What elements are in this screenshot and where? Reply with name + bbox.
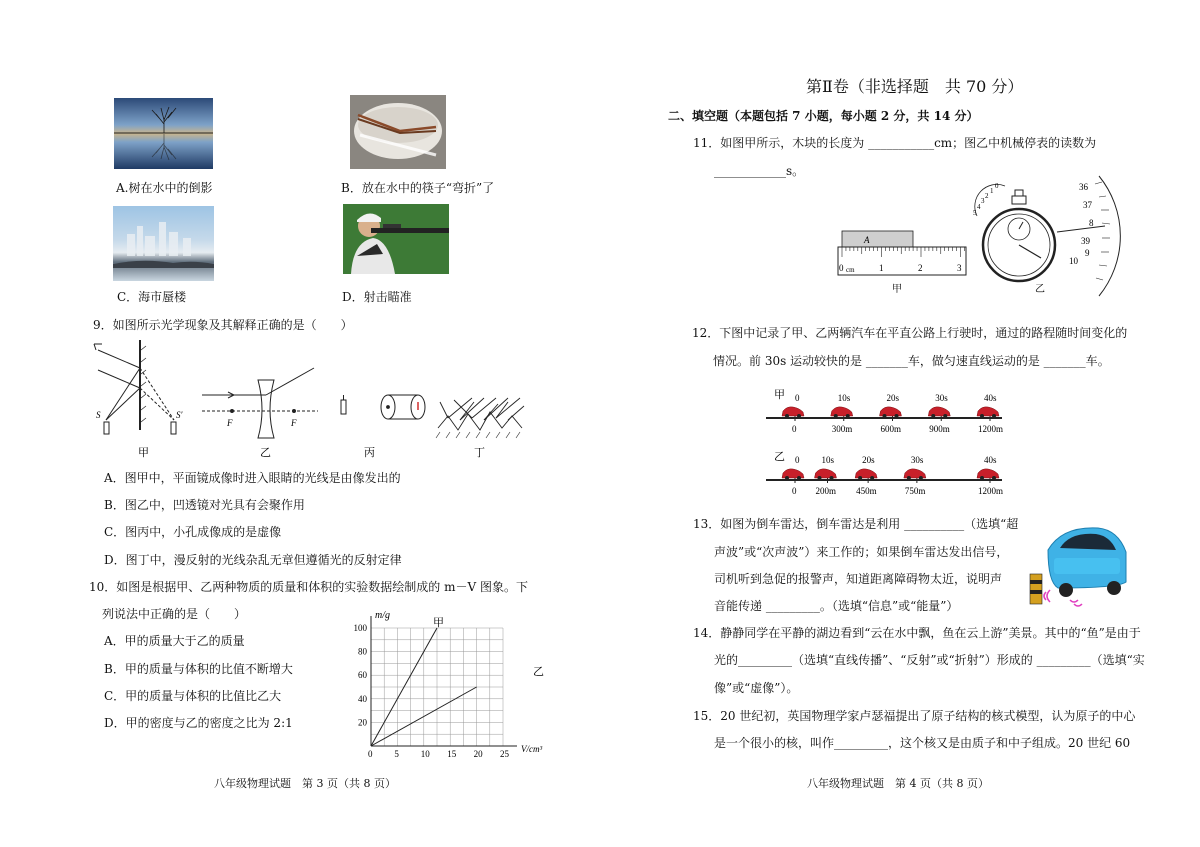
q12-line1: 12．下图中记录了甲、乙两辆汽车在平直公路上行驶时，通过的路程随时间变化的 [692,326,1128,340]
wheel-icon [883,414,887,418]
wheel-icon [980,414,984,418]
small-dial-3: 3 [981,197,985,205]
ruler-label-1: 1 [879,263,884,273]
distance-label: 0 [792,424,797,434]
distance-label: 600m [880,424,902,434]
time-label: 0 [795,393,800,403]
wheel-icon [846,414,850,418]
chart-ticks [354,623,510,758]
figure-yi-label: 乙 [260,447,271,459]
big-dial-37: 37 [1083,200,1092,210]
wheel-icon [992,476,996,480]
car-icon [904,469,926,478]
cars-distance-figure [762,388,1022,506]
car-icon [928,407,950,416]
q10-option-d: D．甲的密度与乙的密度之比为 2:1 [104,716,293,730]
ruler-label-0: 0 [839,263,844,273]
wooden-block-a [842,231,913,247]
q10-stem-line1: 10．如图是根据甲、乙两种物质的质量和体积的实验数据绘制成的 m－V 图象。下 [89,580,528,594]
x-tick-label: 5 [394,749,399,758]
chart-y-axis-label: m/g [375,610,390,621]
q10-option-a: A．甲的质量大于乙的质量 [104,634,245,648]
q15-line1: 15．20 世纪初，英国物理学家卢瑟福提出了原子结构的核式模型，认为原子的中心 [693,709,1136,723]
small-dial-1: 1 [990,187,994,195]
q10-option-c: C．甲的质量与体积的比值比乙大 [104,689,282,703]
distance-label: 0 [792,486,797,496]
big-dial-39: 39 [1081,236,1090,246]
ruler-label-2: 2 [918,263,923,273]
chopsticks-in-bowl-photo [350,95,446,169]
distance-label: 900m [929,424,950,434]
figure-jia-caption: 甲 [892,284,902,295]
q14-line2: 光的_________（选填“直线传播”、“反射”或“折射”）形成的 _________（选填“实 [714,653,1145,667]
mass-volume-chart [345,608,565,758]
figure-yi-caption: 乙 [1035,284,1045,295]
wheel-icon [980,476,984,480]
big-dial-36: 36 [1079,182,1088,192]
distance-label: 200m [815,486,837,496]
y-tick-label: 80 [358,646,367,657]
wheel-icon [785,476,789,480]
distance-label: 750m [904,486,926,496]
figure-jia-plane-mirror [94,340,176,434]
tree-reflection-photo [114,98,213,169]
time-label: 10s [837,393,851,403]
time-label: 30s [910,455,924,465]
time-label: 10s [821,455,835,465]
x-tick-label: 0 [368,749,373,758]
ruler-unit: cm [846,266,855,274]
car-icon [831,407,853,416]
car-label-yi: 乙 [774,451,785,463]
q14-line1: 14．静静同学在平静的湖边看到“云在水中飘，鱼在云上游”美景。其中的“鱼”是由于 [693,626,1141,640]
figure-jia-s-prime-label: S′ [176,410,183,420]
q8-option-a: A.树在水中的倒影 [116,181,213,195]
ruler-figure [834,228,974,298]
q10-option-b: B．甲的质量与体积的比值不断增大 [104,662,293,676]
chart-series [371,616,544,746]
car-icon [782,469,804,478]
car-label-jia: 甲 [774,389,785,401]
big-dial-9: 9 [1085,248,1090,258]
wheel-icon [818,476,822,480]
q9-stem: 9．如图所示光学现象及其解释正确的是（ ） [93,318,353,332]
block-label-a: A [864,235,870,245]
figure-yi-f-left: F [227,418,233,428]
small-dial-0: 0 [995,182,999,190]
car-icon [977,469,999,478]
q9-option-a: A．图甲中，平面镜成像时进入眼睛的光线是由像发出的 [104,471,401,485]
y-tick-label: 40 [358,693,367,704]
part-ii-title: 第Ⅱ卷（非选择题 共 70 分） [806,77,1024,96]
q9-option-b: B．图乙中，凹透镜对光具有会聚作用 [104,498,305,512]
y-tick-label: 60 [358,670,367,681]
distance-label: 300m [831,424,853,434]
car-icon [855,469,877,478]
wheel-icon [931,414,935,418]
x-tick-label: 10 [420,749,430,758]
car-icon [880,407,902,416]
time-label: 40s [984,393,997,403]
y-tick-label: 20 [358,717,367,728]
small-dial-2: 2 [985,192,989,200]
time-label: 0 [795,455,800,465]
distance-label: 450m [856,486,877,496]
chart-axes [371,616,517,746]
time-label: 40s [984,455,997,465]
big-dial-8: 8 [1089,218,1094,228]
figure-bing-label: 丙 [364,447,375,459]
right-page-footer: 八年级物理试题 第 4 页（共 8 页） [807,777,989,790]
section-title: 二、填空题（本题包括 7 小题，每小题 2 分，共 14 分） [668,109,979,123]
q15-line2: 是一个很小的核，叫作_________，这个核又是由质子和中子组成。20 世纪 60 [714,736,1131,750]
q11-line1: 11．如图甲所示，木块的长度为 ___________cm；图乙中机械停表的读数为 [693,136,1097,150]
q12-line2: 情况。前 30s 运动较快的是 _______车，做匀速直线运动的是 _______车。 [713,354,1110,368]
q13-line3: 司机听到急促的报警声，知道距离障碍物太近，说明声 [714,572,1003,586]
wheel-icon [870,476,874,480]
car-icon [977,407,999,416]
distance-label: 1200m [978,424,1004,434]
wheel-icon [797,476,801,480]
wheel-icon [895,414,899,418]
reversing-radar-car-image [1018,522,1130,612]
time-label: 20s [886,393,900,403]
time-label: 20s [862,455,875,465]
q9-option-c: C．图丙中，小孔成像成的是虚像 [104,525,282,539]
big-dial-10: 10 [1069,256,1078,266]
wheel-icon [834,414,838,418]
q13-line4: 音能传递 _________。（选填“信息”或“能量”） [714,599,959,613]
left-page-footer: 八年级物理试题 第 3 页（共 8 页） [214,777,396,790]
q10-stem-line2: 列说法中正确的是（ ） [102,607,247,621]
wheel-icon [785,414,789,418]
q13-line1: 13．如图为倒车雷达，倒车雷达是利用 __________（选填“超 [693,517,1019,531]
optics-figures [88,340,538,464]
car-icon [782,407,804,416]
wheel-icon [858,476,862,480]
x-tick-label: 25 [500,749,509,758]
q13-line2: 声波”或“次声波”）来工作的；如果倒车雷达发出信号， [714,545,1009,559]
figure-ding-label: 丁 [474,447,485,459]
x-tick-label: 20 [473,749,483,758]
q14-line3: 像”或“虚像”）。 [714,681,799,695]
figure-bing-pinhole [341,395,425,419]
series-label-yi: 乙 [533,666,544,679]
chart-x-axis-label: V/cm³ [521,744,543,754]
figure-jia-label: 甲 [138,447,149,459]
q8-option-d: D．射击瞄准 [342,290,412,304]
stopwatch-figure [965,172,1125,300]
chart-grid [371,628,503,746]
figure-yi-concave-lens [202,368,318,438]
car-icon [815,469,837,478]
distance-label: 1200m [978,486,1004,496]
small-dial-5: 5 [973,209,977,217]
x-tick-label: 15 [447,749,457,758]
wheel-icon [907,476,911,480]
q8-option-c: C．海市蜃楼 [117,290,187,304]
y-tick-label: 100 [353,623,367,633]
figure-ding-diffuse [436,398,524,438]
wheel-icon [992,414,996,418]
shooting-aim-photo [343,204,449,274]
ruler-label-3: 3 [957,263,962,273]
wheel-icon [919,476,923,480]
mirage-photo [113,206,214,281]
figure-yi-f-right: F [291,418,297,428]
wheel-icon [797,414,801,418]
time-label: 30s [935,393,948,403]
small-dial-4: 4 [977,203,981,211]
q8-option-b: B．放在水中的筷子“弯折”了 [341,181,495,195]
figure-jia-s-label: S [96,410,101,420]
series-label-jia: 甲 [433,617,444,629]
wheel-icon [943,414,947,418]
q9-option-d: D．图丁中，漫反射的光线杂乱无章但遵循光的反射定律 [104,553,402,567]
q11-line2: ____________s。 [714,164,805,178]
wheel-icon [830,476,834,480]
